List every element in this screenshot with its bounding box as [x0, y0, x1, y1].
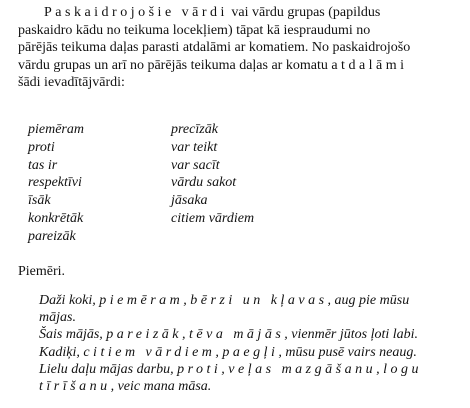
spaced-term: Paskaidrojošie vārdi	[44, 5, 228, 20]
list-item: īsāk	[28, 193, 51, 209]
list-item: var teikt	[171, 139, 218, 155]
example-text: Šais mājās,	[39, 327, 107, 343]
intro-line-3: pārējās teikuma daļas parasti atdalāmi ar komatiem. No paskaidrojošo	[18, 40, 411, 55]
spaced-term: paegļi	[222, 344, 279, 360]
example-sentence	[39, 361, 451, 378]
examples-block	[39, 292, 451, 395]
example-text: ,	[221, 361, 229, 377]
spaced-term: citiem vārdiem	[83, 344, 216, 360]
intro-paragraph	[18, 4, 448, 92]
intro-line-4	[18, 57, 448, 75]
example-text: , mūsu pusē vairs neaug.	[278, 344, 417, 360]
example-sentence-continuation: mājas.	[39, 310, 76, 326]
example-sentence	[39, 292, 451, 309]
intro-text: vārdu grupas un arī no pārējās teikuma daļas ar komatu	[18, 57, 332, 73]
list-item: jāsaka	[171, 193, 208, 209]
list-item: citiem vārdiem	[171, 210, 255, 226]
example-text: ,	[183, 293, 191, 308]
spaced-term: tēva mājās	[189, 327, 285, 343]
example-sentence	[39, 326, 451, 343]
spaced-term: tīrīšanu	[39, 379, 111, 395]
intro-line-1	[18, 4, 448, 22]
spaced-term: logu	[383, 361, 422, 377]
spaced-term: bērzi un kļavas	[190, 293, 328, 308]
example-text: ,	[182, 327, 189, 343]
spaced-term: veļas mazgāšanu	[228, 361, 377, 377]
list-item: respektīvi	[28, 175, 82, 191]
word-column-left	[28, 121, 84, 246]
word-column-right	[171, 121, 254, 228]
examples-heading: Piemēri.	[18, 264, 66, 279]
spaced-term: proti	[177, 361, 222, 377]
example-text: ,	[376, 361, 384, 377]
intro-line-2: paskaidro kādu no teikuma locekļiem) tāpat kā iespraudumi no	[18, 22, 371, 38]
list-item: pareizāk	[28, 228, 76, 244]
list-item: var sacīt	[171, 157, 220, 173]
example-text: Daži koki,	[39, 293, 100, 308]
list-item: proti	[28, 139, 55, 155]
example-text: , aug pie mūsu	[327, 293, 410, 308]
example-sentence-continuation	[39, 378, 451, 395]
list-item: vārdu sakot	[171, 175, 237, 191]
spaced-term: pareizāk	[106, 327, 182, 343]
list-item: konkrētāk	[28, 210, 84, 226]
intro-text: vai vārdu grupas (papildus	[227, 5, 381, 20]
example-text: , veic mana māsa.	[110, 379, 212, 395]
spaced-term: piemēram	[99, 293, 184, 308]
example-text: ,	[215, 344, 223, 360]
example-text: Kadiķi,	[39, 344, 84, 360]
list-item: precīzāk	[171, 122, 218, 137]
spaced-term: atdalāmi	[331, 57, 408, 73]
list-item: piemēram	[28, 122, 84, 137]
intro-line-5: šādi ievadītājvārdi:	[18, 75, 125, 90]
example-text: Lielu daļu mājas darbu,	[39, 361, 178, 377]
list-item: tas ir	[28, 157, 58, 173]
example-sentence	[39, 344, 451, 361]
example-text: , vienmēr jūtos ļoti labi.	[284, 327, 419, 343]
